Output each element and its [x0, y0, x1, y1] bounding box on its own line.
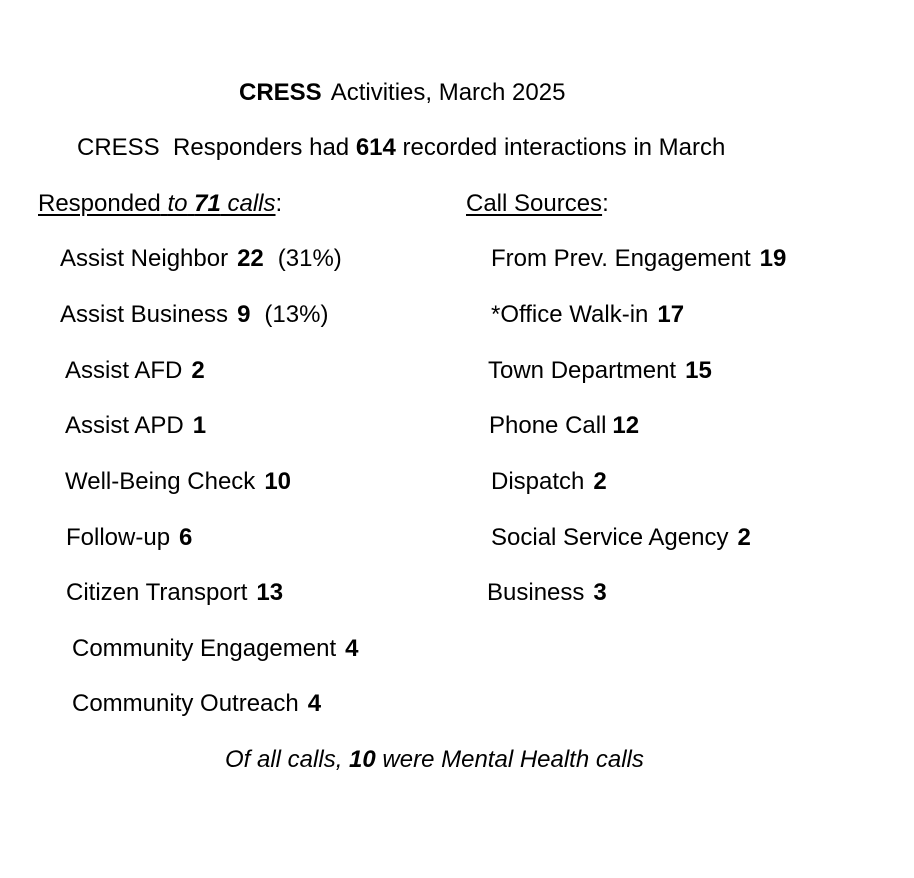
responded-to: to	[167, 190, 188, 217]
note-suffix: were Mental Health calls	[382, 746, 644, 773]
list-item	[491, 470, 607, 494]
call-sources-label: Call Sources	[466, 190, 603, 217]
item-label: Town Department	[488, 357, 677, 384]
list-item	[65, 359, 205, 383]
item-label: Community Outreach	[72, 690, 299, 717]
responded-calls-word: calls	[227, 190, 276, 217]
item-label: Well-Being Check	[65, 468, 256, 495]
item-value: 1	[192, 412, 207, 439]
item-value: 2	[191, 357, 205, 384]
item-value: 6	[179, 524, 193, 551]
item-value: 12	[612, 412, 640, 439]
item-label: Assist AFD	[65, 357, 183, 384]
item-value: 4	[307, 690, 322, 717]
title-org: CRESS	[239, 79, 322, 106]
list-item	[60, 303, 328, 327]
item-label: From Prev. Engagement	[491, 245, 751, 272]
interaction-count: 614	[355, 134, 396, 161]
list-item	[487, 581, 607, 605]
responded-count: 71	[194, 190, 221, 217]
list-item	[491, 303, 684, 327]
item-label: Social Service Agency	[491, 524, 729, 551]
item-value: 10	[264, 468, 292, 495]
responded-colon: :	[275, 190, 283, 217]
summary-prefix: CRESS Responders had	[77, 134, 350, 161]
list-item	[491, 526, 751, 550]
note-prefix: Of all calls,	[225, 746, 343, 773]
item-percent: (31%)	[277, 245, 342, 272]
title-rest: Activities, March 2025	[330, 79, 566, 106]
list-item	[65, 414, 206, 438]
responded-heading	[38, 192, 282, 216]
list-item	[66, 581, 283, 605]
page-title	[239, 81, 565, 105]
list-item	[60, 247, 342, 271]
item-label: Community Engagement	[72, 635, 337, 662]
item-label: Dispatch	[491, 468, 585, 495]
item-label: *Office Walk-in	[491, 301, 649, 328]
summary-line	[77, 136, 725, 160]
list-item	[65, 470, 291, 494]
summary-suffix: recorded interactions in March	[402, 134, 726, 161]
item-value: 19	[759, 245, 787, 272]
call-sources-colon: :	[602, 190, 609, 217]
item-label: Citizen Transport	[66, 579, 248, 606]
list-item	[488, 359, 712, 383]
mental-health-note	[225, 748, 644, 772]
item-label: Follow-up	[66, 524, 171, 551]
item-percent: (13%)	[264, 301, 329, 328]
item-value: 15	[685, 357, 712, 384]
item-label: Assist APD	[65, 412, 184, 439]
item-label: Assist Neighbor	[60, 245, 229, 272]
item-value: 22	[237, 245, 264, 272]
item-value: 17	[657, 301, 685, 328]
item-value: 2	[593, 468, 607, 495]
list-item	[491, 247, 786, 271]
item-value: 2	[737, 524, 751, 551]
list-item	[72, 692, 321, 716]
item-value: 3	[593, 579, 607, 606]
responded-label: Responded	[38, 190, 161, 217]
mental-health-count: 10	[349, 746, 376, 773]
list-item	[72, 637, 359, 661]
item-label: Assist Business	[60, 301, 229, 328]
list-item	[66, 526, 192, 550]
item-label: Phone Call	[489, 412, 607, 439]
list-item	[489, 414, 639, 438]
item-value: 4	[345, 635, 359, 662]
item-value: 9	[237, 301, 251, 328]
item-value: 13	[256, 579, 284, 606]
call-sources-heading	[466, 192, 609, 216]
item-label: Business	[487, 579, 585, 606]
